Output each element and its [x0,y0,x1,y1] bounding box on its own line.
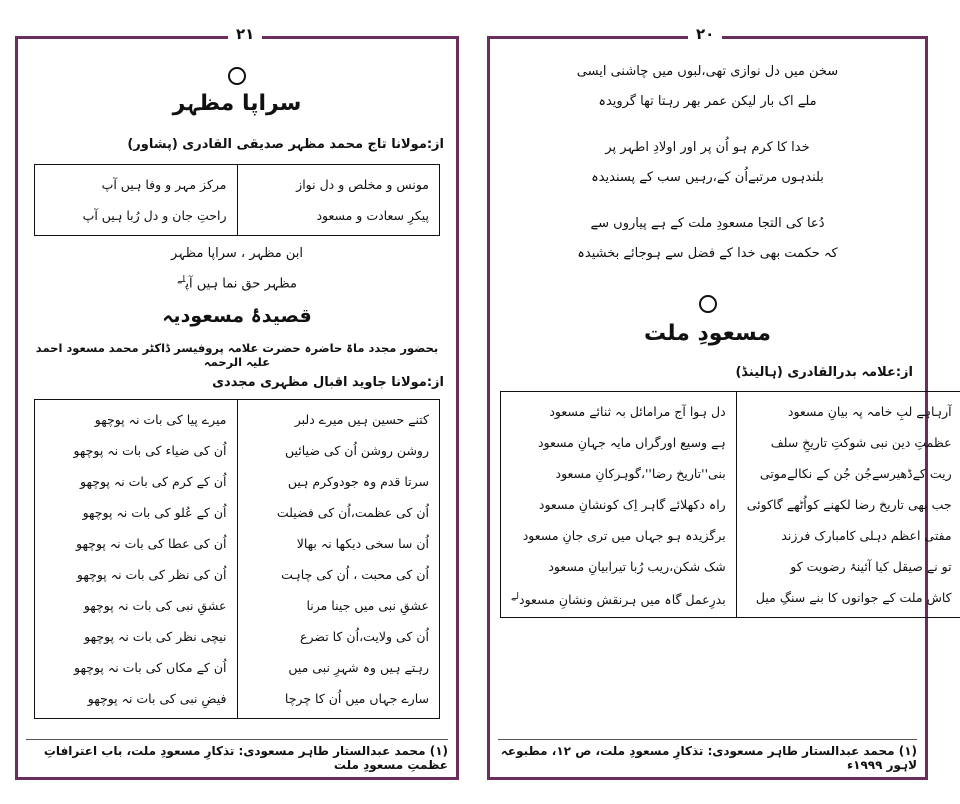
circle-ornament-icon [228,67,246,85]
verse-line: بنی''تاریخ رضا''،گوہرکانِ مسعود [555,466,726,481]
verse-line: عظمتِ دین نبی شوکتِ تاریخِ سلف [770,435,952,450]
poem-author: از:مولانا تاج محمد مظہر صدیقی القادری (پشاور) [127,137,444,152]
verse-column-left [35,400,238,719]
verse-line: اُن کے عُلو کی بات نہ پوچھو [82,505,227,520]
footnote: (۱) محمد عبدالستار طاہر مسعودی: تذکارِ مسعودِ ملت، ص ۱۲، مطبوعہ لاہور ۱۹۹۹ء [498,739,917,772]
right-page-number: ۲۰ [688,25,722,43]
verse-line: مونس و مخلص و دل نواز [296,177,429,192]
verse-line: برگزیدہ ہو جہاں میں تری جانِ مسعود [522,528,726,543]
left-page-number: ۲۱ [228,25,262,43]
verse-line: سرتا قدم وہ جودوکرم ہیں [287,474,429,489]
verse-line: رہتے ہیں وہ شہرِ نبی میں [288,660,429,675]
couplet-line: کہ حکمت بھی خدا کے فضل سے ہوجائے بخشیدہ [577,246,838,261]
verse-line: پیکرِ سعادت و مسعود [316,208,429,223]
couplet-line: بلندہوں مرتبےاُن کے،رہیں سب کے پسندیدہ [591,170,824,185]
couplet [490,57,925,117]
verse-line: فیضِ نبی کی بات نہ پوچھو [87,691,227,706]
center-line: ابن مظہر ، سراپا مظہر [171,246,303,261]
verse-line: آرہاہے لبِ خامہ پہ بیانِ مسعود [787,404,952,419]
verse-line: دل ہوا آج مرامائل بہ ثنائے مسعود [549,404,726,419]
verse-line: میرے پیا کی بات نہ پوچھو [94,412,227,427]
verse-line: اُن کی محبت ، اُن کی چاہت [281,567,429,582]
footnote: (۱) محمد عبدالستار طاہر مسعودی: تذکارِ مسعودِ ملت، باب اعترافاتِ عظمتِ مسعودِ ملت [26,739,448,772]
verse-box-1 [34,164,440,236]
couplet-line: ملے اک بار لیکن عمر بھر رہتا تھا گرویدہ [598,94,817,109]
verse-line: جب بھی تاریخ رضا لکھنے کواُٹھے گاکوئی [746,497,952,512]
verse-line: اُن کی عطا کی بات نہ پوچھو [76,536,227,551]
dedication: بحضور مجدد ماۃ حاضرہ حضرت علامہ پروفیسر ڈاکٹر محمد مسعود احمد علیہ الرحمہ [35,341,439,369]
verse-line: مفتی اعظم دہلی کامبارک فرزند [781,528,952,543]
footnote-marker: لے [511,592,520,602]
verse-column-left [35,165,238,236]
circle-ornament-icon [699,295,717,313]
verse-line: شک شکن،ریب رُبا تیرابیانِ مسعود [548,559,726,574]
couplets [490,57,925,269]
right-page [487,25,952,780]
verse-line: ریت کےڈھیرسےجُن جُن کے نکالےموتی [759,466,952,481]
verse-line: سارے جہاں میں اُن کا چرچا [284,691,429,706]
poem-title: مسعودِ ملت [643,321,772,346]
left-page [15,25,459,780]
verse-line: روشن روشن اُن کی ضیائیں [284,443,429,458]
verse-column-right [736,392,960,618]
verse-line: بدرِعمل گاہ میں ہرنقش ونشانِ مسعود$^{لے}$ [511,592,726,608]
verse-column-right [237,165,440,236]
couplet [490,133,925,193]
poem-title: سراپا مظہر [172,91,302,116]
verse-line: ہے وسیع اورگراں مایہ جہانِ مسعود [537,435,726,450]
verse-line: اُن کی عظمت،اُن کی فضیلت [276,505,429,520]
verse-line: راحتِ جان و دل رُبا ہیں آپ [82,208,227,223]
verse-line: اُن کے کرم کی بات نہ پوچھو [80,474,227,489]
verse-column-right [237,400,440,719]
center-couplet [18,241,456,297]
verse-box [500,391,960,618]
verse-line: اُن کی ضیاء کی بات نہ پوچھو [73,443,227,458]
verse-line: اُن کے مکاں کی بات نہ پوچھو [74,660,227,675]
couplet-line: سخن میں دل نوازی تھی،لبوں میں چاشنی ایسی [576,64,839,79]
verse-column-left [501,392,737,618]
verse-line: تو نے صیقل کیا آئینۂ رضویت کو [790,559,952,574]
verse-line: مرکز مہر و وفا ہیں آپ [101,177,227,192]
center-line: مظہر حق نما ہیں آپ$^{لے}$ [177,275,297,292]
couplet-line: خدا کا کرم ہو اُن پر اور اولادِ اطہر پر [605,140,810,155]
couplet-line: دُعا کی التجا مسعودِ ملت کے ہے پیاروں سے [590,216,825,231]
verse-line: کاش ملت کے جوانوں کا بنے سنگِ میل [755,590,952,605]
verse-line: اُن کی نظر کی بات نہ پوچھو [76,567,227,582]
qasida-title: قصیدۂ مسعودیہ [162,305,312,327]
verse-line: کتنے حسین ہیں میرے دلبر [294,412,429,427]
verse-line: اُن کی ولایت،اُن کا تضرع [300,629,429,644]
qasida-author: از:مولانا جاوید اقبال مظہری مجددی [212,375,444,390]
verse-line: اُن سا سخی دیکھا نہ بھالا [296,536,429,551]
verse-line: نیچی نظر کی بات نہ پوچھو [84,629,227,644]
verse-line: عشقِ نبی کی بات نہ پوچھو [83,598,227,613]
verse-line: راہ دکھلائے گاہر اِک کونشانِ مسعود [538,497,726,512]
footnote-marker: لے [177,275,186,285]
verse-line: عشقِ نبی میں جینا مرنا [306,598,429,613]
verse-box-2 [34,399,440,719]
couplet [490,209,925,269]
poem-author: از:علامہ بدرالقادری (ہالینڈ) [735,365,913,380]
